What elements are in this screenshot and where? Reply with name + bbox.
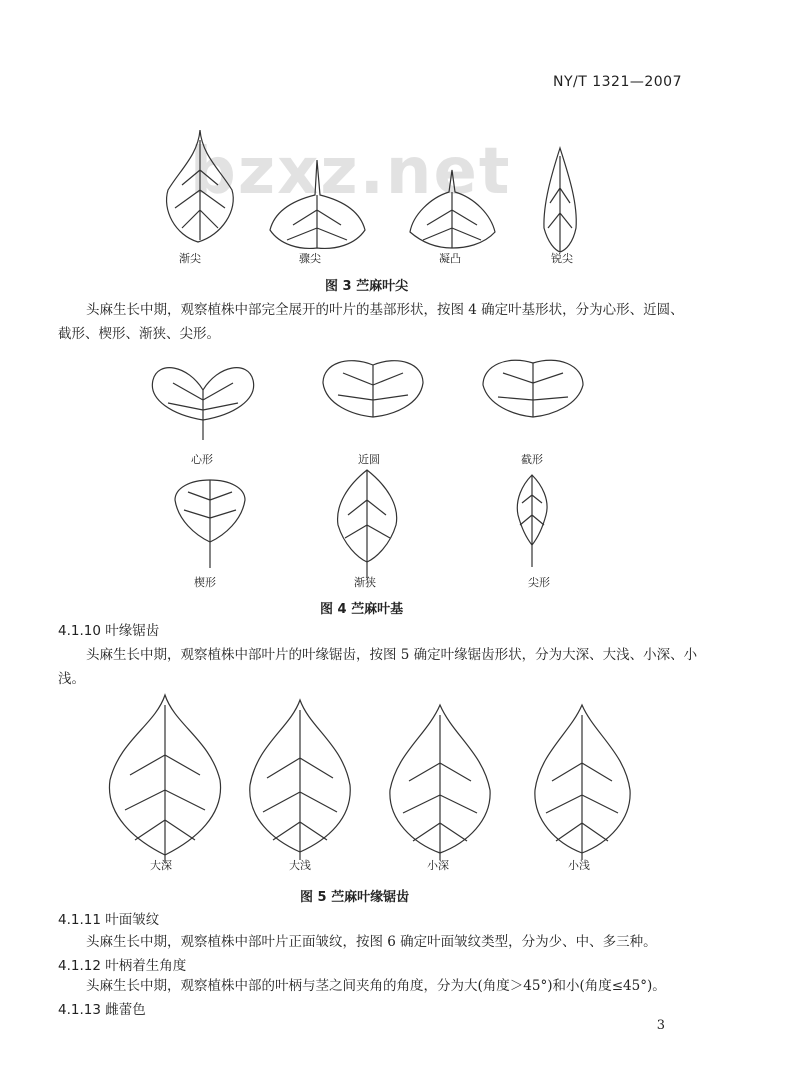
figure5-label-4: 小浅 (568, 859, 590, 872)
leaf-tip-acute-figure (538, 148, 583, 253)
section-4-1-10-line2: 浅。 (58, 671, 85, 687)
page-number: 3 (656, 1018, 665, 1033)
section-4-1-13-heading: 4.1.13 雌蕾色 (58, 1002, 146, 1018)
figure3-label-3: 凝凸 (439, 252, 461, 265)
leaf-base-paragraph-line2: 截形、楔形、渐狭、尖形。 (58, 326, 220, 342)
section-4-1-11-line1: 头麻生长中期，观察植株中部叶片正面皱纹，按图 6 确定叶面皱纹类型，分为少、中、多三种。 (86, 934, 657, 950)
figure4-label-6: 尖形 (528, 576, 550, 589)
figure5-label-3: 小深 (427, 859, 449, 872)
leaf-margin-large-shallow-figure (245, 700, 355, 860)
leaf-base-cuneate-figure (170, 480, 250, 570)
figure4-label-2: 近圆 (358, 453, 380, 466)
leaf-margin-small-deep-figure (385, 705, 495, 860)
figure4-label-1: 心形 (191, 453, 213, 466)
leaf-tip-cuspidate-figure (265, 160, 370, 250)
leaf-tip-acuminate-figure (160, 130, 240, 245)
figure5-label-1: 大深 (150, 859, 172, 872)
standard-code: NY/T 1321—2007 (552, 74, 682, 90)
leaf-base-acute-figure (510, 475, 555, 570)
figure3-label-2: 骤尖 (299, 252, 321, 265)
section-4-1-11-heading: 4.1.11 叶面皱纹 (58, 912, 160, 928)
figure4-label-5: 渐狭 (354, 576, 376, 589)
leaf-tip-mucronate-figure (405, 170, 500, 250)
leaf-base-rounded-figure (318, 355, 428, 420)
figure4-caption: 图 4 苎麻叶基 (320, 602, 404, 617)
figure5-label-2: 大浅 (289, 859, 311, 872)
section-4-1-12-heading: 4.1.12 叶柄着生角度 (58, 958, 187, 974)
figure3-label-4: 锐尖 (551, 252, 573, 265)
leaf-margin-large-deep-figure (105, 695, 225, 865)
leaf-base-paragraph-line1: 头麻生长中期，观察植株中部完全展开的叶片的基部形状，按图 4 确定叶基形状，分为心形、近圆、 (86, 302, 684, 318)
figure3-caption: 图 3 苎麻叶尖 (325, 279, 409, 294)
leaf-base-attenuate-figure (330, 470, 405, 580)
leaf-base-cordate-figure (148, 355, 258, 440)
section-4-1-10-line1: 头麻生长中期，观察植株中部叶片的叶缘锯齿，按图 5 确定叶缘锯齿形状，分为大深、大浅、小深、小 (86, 647, 698, 663)
figure3-label-1: 渐尖 (179, 252, 201, 265)
section-4-1-12-line1: 头麻生长中期，观察植株中部的叶柄与茎之间夹角的角度，分为大(角度＞45°)和小(角度≤45°)。 (86, 978, 666, 994)
section-4-1-10-heading: 4.1.10 叶缘锯齿 (58, 623, 160, 639)
figure4-label-3: 截形 (521, 453, 543, 466)
figure4-label-4: 楔形 (194, 576, 216, 589)
leaf-margin-small-shallow-figure (530, 705, 635, 860)
leaf-base-truncate-figure (478, 355, 588, 420)
figure5-caption: 图 5 苎麻叶缘锯齿 (300, 890, 410, 905)
watermark: bzxz.net (190, 135, 512, 209)
